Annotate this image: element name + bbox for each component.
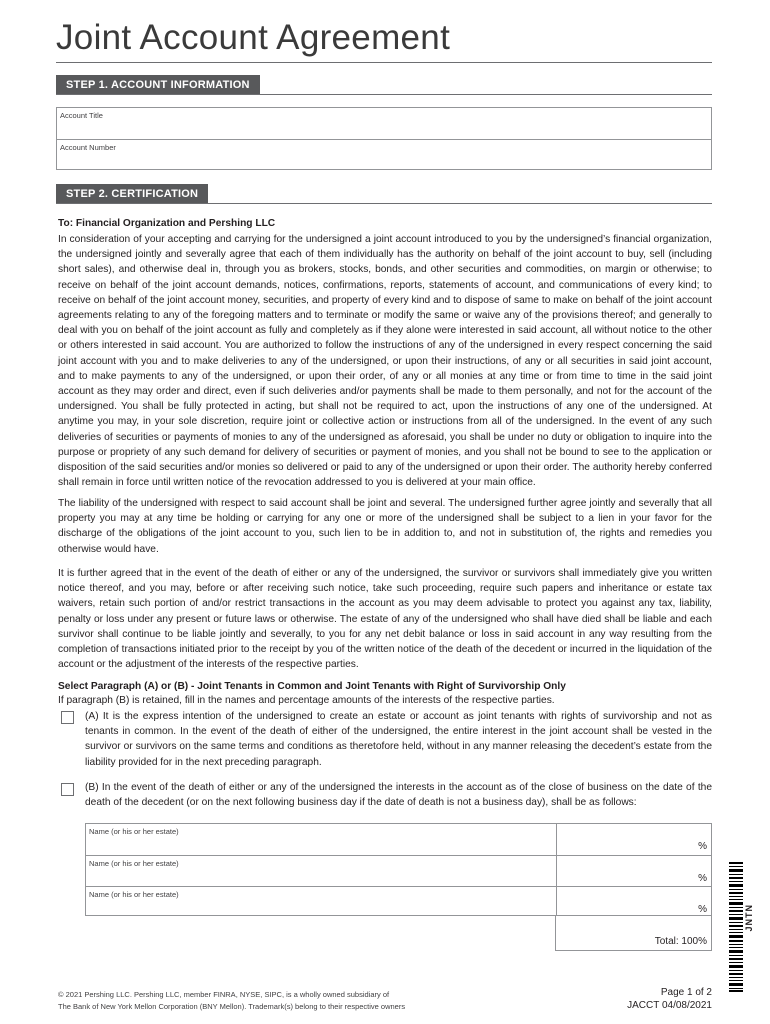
percent-sign: % — [698, 841, 707, 852]
certification-paragraph-1: In consideration of your accepting and carrying for the undersigned a joint account introduced to you by the undersigned’s financial organization, the undersigned jointly and severally agree that each of them individually has the authority on behalf of the joint account to buy, sell (including short sales), and otherwise deal in, through you as brokers, stocks, bonds, and other securities and commodities, on margin or otherwise; to receive on behalf of the joint account demands, notices, confirmations, reports, statements of account, and communications of every kind; to receive on behalf of the joint account money, securities, and property of every kind and to dispose of same to make on behalf of the joint account agreements relating to any of the foregoing matters and to terminate or modify the same or waive any of the provisions thereof; and generally to deal with you on behalf of the joint account as fully and completely as if they alone were interested in said account, all without notice to the other or others interested in said account. You are authorized to follow the instructions of any of the undersigned in every respect concerning the said joint account with you and to make deliveries to any of the undersigned, or upon their instructions, of any or all securities in said joint account, and to make payments to any of the undersigned, or upon their order, of any or all monies at any time or from time to time in the said joint account as they may order and direct, even if such deliveries and/or payments shall be made to them personally, and not for the account of the undersigned. You shall be fully protected in acting, but shall not be required to act, upon the instructions of any one of the undersigned. At anytime you may, in your sole discretion, require joint or collective action or instructions from all of the undersigned. In the event of any such deliveries of securities or payments of monies to any of the undersigned as aforesaid, you shall be under no duty or obligation to inquire into the purpose or propriety of any such demand for delivery of securities or payment of monies, and you shall not be bound to see to the application or disposition of the said securities and/or monies so delivered or paid to any of the undersigned or upon their order. The authority hereby conferred shall remain in force until written notice of the revocation addressed to you is delivered at your main office. — [58, 234, 712, 489]
total-label: Total: 100% — [654, 936, 707, 947]
percent-sign: % — [698, 873, 707, 884]
copyright-line-1: © 2021 Pershing LLC. Pershing LLC, member FINRA, NYSE, SIPC, is a wholly owned subsidiary of — [58, 990, 390, 999]
certification-paragraph-3: It is further agreed that in the event of the death of either or any of the undersigned, the survivor or survivors shall immediately give you written notice thereof, and you may, before or after receiving such notice, take such proceeding, require such papers and inheritance or estate tax waivers, retain such portion of and/or restrict transactions in the account as you may deem advisable to protect you against any tax, liability, penalty or loss under any present or future laws or otherwise. The estate of any of the undersigned who shall have died shall be liable and each survivor shall continue to be liable jointly and severally, to you for any net debit balance or loss in said account in any way resulting from the completion of transactions initiated prior to the receipt by you of the written notice of the death of the decedent or incurred in the liquidation of the account or the adjustment of the interests of the respective parties. — [58, 568, 712, 671]
step1-tab: STEP 1. ACCOUNT INFORMATION — [56, 75, 260, 95]
account-number-label: Account Number — [60, 143, 116, 152]
name-row[interactable] — [86, 886, 711, 918]
option-b-checkbox[interactable] — [61, 783, 74, 796]
account-title-label: Account Title — [60, 111, 103, 120]
title-rule — [56, 62, 712, 63]
account-number-field[interactable] — [57, 139, 711, 171]
page-number: Page 1 of 2 — [660, 987, 712, 998]
name-row[interactable] — [86, 855, 711, 887]
name-row[interactable] — [86, 824, 711, 855]
select-paragraph-heading: Select Paragraph (A) or (B) - Joint Tenants in Common and Joint Tenants with Right of Survivorship Only — [58, 681, 566, 692]
name-label: Name (or his or her estate) — [89, 890, 179, 899]
total-box — [555, 915, 712, 951]
copyright-line-2: The Bank of New York Mellon Corporation (BNY Mellon). Trademark(s) belong to their respective owners — [58, 1002, 406, 1011]
select-paragraph-note: If paragraph (B) is retained, fill in the names and percentage amounts of the interests of the respective parties. — [58, 695, 555, 706]
account-info-box — [56, 107, 712, 170]
to-line: To: Financial Organization and Pershing LLC — [58, 218, 276, 229]
percent-sign: % — [698, 904, 707, 915]
certification-paragraph-2: The liability of the undersigned with respect to said account shall be joint and several. The undersigned further agree jointly and severally that all property you may at any time be holding or carrying for any one or more of the undersigned shall be subject to a lien in your favor for the discharge of the obligations of the joint account to you, such lien to be in addition to, and not in substitution of, the rights and remedies you otherwise would have. — [58, 498, 712, 555]
name-label: Name (or his or her estate) — [89, 859, 179, 868]
account-title-field[interactable] — [57, 108, 711, 139]
form-code: JACCT 04/08/2021 — [627, 1000, 712, 1011]
step1-rule — [56, 94, 712, 95]
option-b-text: (B) In the event of the death of either or any of the undersigned the interests in the account as of the close of business on the date of the death of the decedent (or on the next following business day if the date of death is not a business day), shall be as follows: — [85, 782, 712, 809]
step2-rule — [56, 203, 712, 204]
step2-header — [56, 184, 712, 204]
option-a-text: (A) It is the express intention of the undersigned to create an estate or account as joint tenants with rights of survivorship and not as tenants in common. In the event of the death of either of the undersigned, the entire interest in the joint account shall be vested in the survivor or survivors on the same terms and conditions as theretofore held, without in any manner releasing the decedent’s estate from the liability provided for in the next preceding paragraph. — [85, 711, 712, 768]
name-label: Name (or his or her estate) — [89, 827, 179, 836]
barcode-label: JNTN — [744, 904, 754, 932]
option-a-checkbox[interactable] — [61, 711, 74, 724]
footer-copyright — [58, 989, 405, 1013]
beneficiary-names-table — [85, 823, 712, 916]
step1-header — [56, 75, 712, 95]
footer-page-info — [627, 986, 712, 1012]
barcode-icon — [729, 862, 743, 992]
step2-tab: STEP 2. CERTIFICATION — [56, 184, 208, 204]
page-title: Joint Account Agreement — [56, 18, 451, 57]
